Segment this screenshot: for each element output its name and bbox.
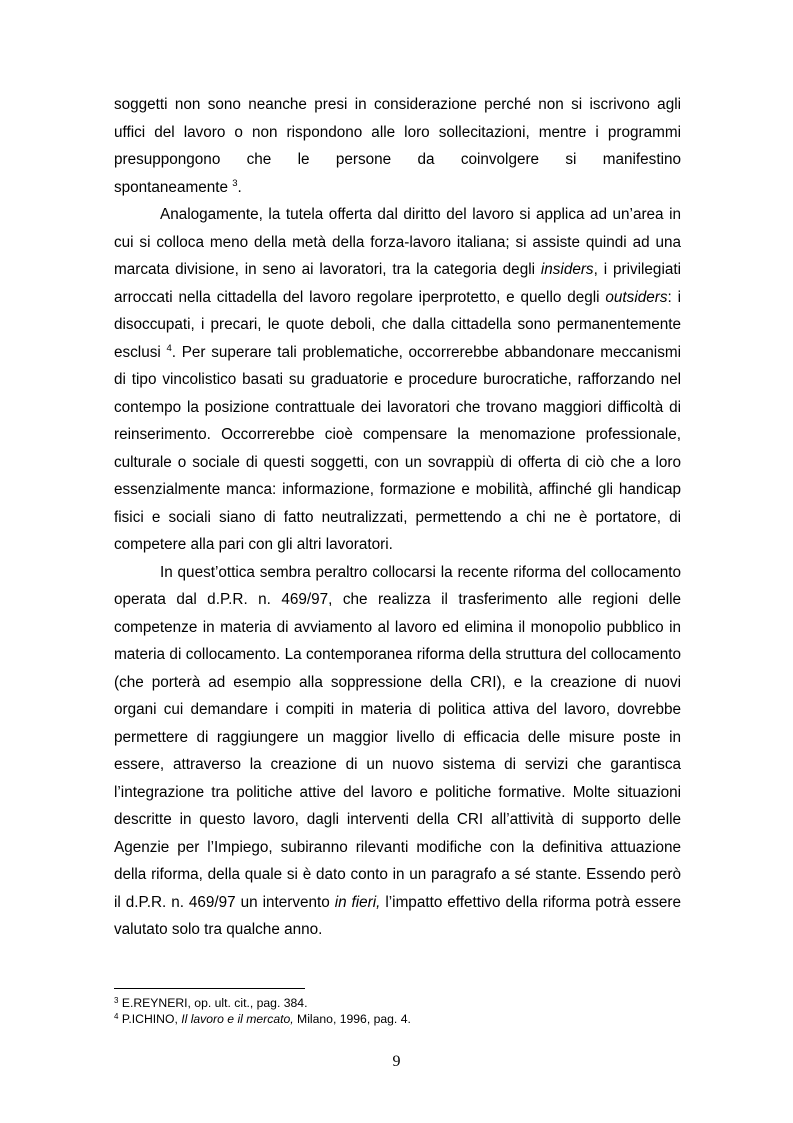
paragraph-1-line-3: presuppongono che le persone da coinvolgere si manifestino [114, 151, 681, 168]
body-text [114, 91, 681, 944]
paragraph-3 [114, 559, 681, 944]
term-in-fieri: in fieri, [334, 893, 381, 911]
footnote-separator [114, 988, 305, 989]
paragraph-1-line-4-text: spontaneamente [114, 178, 228, 196]
term-insiders: insiders [540, 261, 594, 278]
paragraph-2 [114, 201, 681, 559]
footnote-3 [114, 996, 681, 1012]
paragraph-2-text-2: , i privilegiati arroccati nella cittadella del lavoro regolare iperprotetto, e quello degli [114, 261, 681, 306]
paragraph-1-line-1: soggetti non sono neanche presi in considerazione perché non si iscrivono agli [114, 96, 681, 113]
paragraph-1-line-4 [114, 174, 681, 202]
footnote-4-number: 4 [114, 1011, 119, 1021]
paragraph-2-text-4: . Per superare tali problematiche, occorrerebbe abbandonare meccanismi di tipo vincolistico basati su graduatorie e procedure burocratiche, rafforzando nel contempo la posizione contrattuale dei lavoratori che trovano maggiori difficoltà di reinserimento. Occorrerebbe cioè compensare la menomazione professionale, culturale o sociale di questi soggetti, con un sovrappiù di offerta di ciò che a loro essenzialmente manca: informazione, formazione e mobilità, affinché gli handicap fisici e sociali siano di fatto neutralizzati, permettendo a chi ne è portatore, di competere alla pari con gli altri lavoratori. [114, 343, 681, 553]
paragraph-2-text-3: : i disoccupati, i precari, le quote deboli, che dalla cittadella sono permanentemente esclusi [114, 288, 681, 361]
paragraph-2-text-1: Analogamente, la tutela offerta dal diritto del lavoro si applica ad un’area in cui si colloca meno della metà della forza-lavoro italiana; si assiste quindi ad una marcata divisione, in seno ai lavoratori, tra la categoria degli [114, 206, 681, 278]
footnote-ref-4: 4 [166, 342, 172, 354]
term-outsiders: outsiders [605, 288, 668, 306]
footnote-4-title: Il lavoro e il mercato, [181, 1011, 294, 1026]
page-number: 9 [392, 1053, 401, 1070]
footnote-3-number: 3 [114, 996, 119, 1005]
footnotes [114, 996, 681, 1027]
footnote-ref-3: 3 [232, 177, 238, 189]
paragraph-1-line-4-end: . [237, 178, 242, 196]
footnote-4 [114, 1012, 681, 1028]
footnote-4-author: P.ICHINO, [118, 1011, 182, 1026]
paragraph-1-line-2: uffici del lavoro o non rispondono alle loro sollecitazioni, mentre i programmi [114, 123, 681, 141]
footnote-4-details: Milano, 1996, pag. 4. [293, 1011, 411, 1026]
paragraph-3-text-2: l’impatto effettivo della riforma potrà essere valutato solo tra qualche anno. [114, 893, 681, 938]
footnote-3-text: E.REYNERI, op. ult. cit., pag. 384. [118, 996, 308, 1010]
paragraph-1 [114, 91, 681, 201]
paragraph-3-text-1: In quest’ottica sembra peraltro collocarsi la recente riforma del collocamento operata dal d.P.R. n. 469/97, che realizza il trasferimento alle regioni delle competenze in materia di avviamento al lavoro ed elimina il monopolio pubblico in materia di collocamento. La contemporanea riforma della struttura del collocamento (che porterà ad esempio alla soppressione della CRI), e la creazione di nuovi organi cui demandare i compiti in materia di politica attiva del lavoro, dovrebbe permettere di raggiungere un maggior livello di efficacia delle misure poste in essere, attraverso la creazione di un nuovo sistema di servizi che garantisca l’integrazione tra politiche attive del lavoro e politiche formative. Molte situazioni descritte in questo lavoro, dagli interventi della CRI all’attività di supporto delle Agenzie per l’Impiego, subiranno rilevanti modifiche con la definitiva attuazione della riforma, della quale si è dato conto in un paragrafo a sé stante. Essendo però il d.P.R. n. 469/97 un intervento [114, 563, 681, 911]
